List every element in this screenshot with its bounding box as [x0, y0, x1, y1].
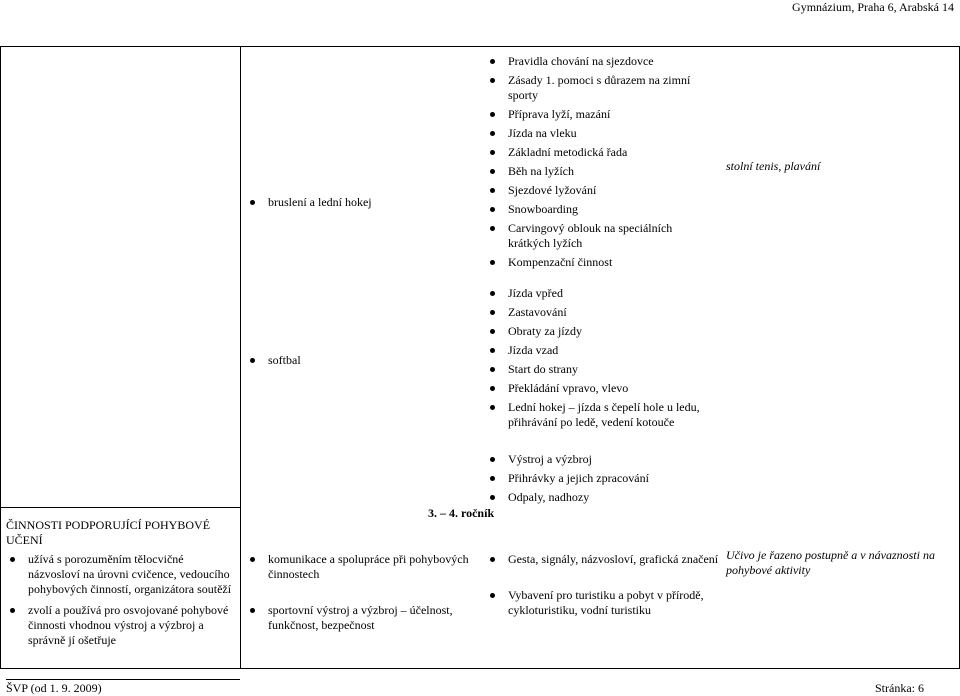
page-number: Stránka: 6 — [875, 681, 924, 695]
content-list-row2 — [486, 286, 716, 430]
note-section: Učivo je řazeno postupně a v návaznosti na pohybové aktivity — [726, 548, 935, 577]
list-item: Start do strany — [486, 362, 716, 377]
list-item: Běh na lyžích — [486, 164, 716, 179]
list-item: Carvingový oblouk na speciálních krátkých lyžích — [486, 221, 716, 251]
footer-left: ŠVP (od 1. 9. 2009) — [6, 681, 102, 695]
list-item: Odpaly, nadhozy — [486, 490, 716, 505]
page-header: Gymnázium, Praha 6, Arabská 14 — [792, 0, 954, 14]
list-item: Pravidla chování na sjezdovce — [486, 54, 716, 69]
list-item: Základní metodická řada — [486, 145, 716, 160]
list-item: Zásady 1. pomoci s důrazem na zimní sporty — [486, 73, 716, 103]
year-label: 3. – 4. ročník — [428, 506, 495, 520]
list-item: Zastavování — [486, 305, 716, 320]
list-item: Gesta, signály, názvosloví, grafická značení — [486, 552, 720, 567]
list-item: Překládání vpravo, vlevo — [486, 381, 716, 396]
topic-item: bruslení a lední hokej — [246, 195, 476, 210]
topic-list-row1 — [246, 195, 476, 210]
list-item: Vybavení pro turistiku a pobyt v přírodě, cykloturistiku, vodní turistiku — [486, 588, 720, 618]
list-item: Výstroj a výzbroj — [486, 452, 716, 467]
list-item: Jízda na vleku — [486, 126, 716, 141]
list-item: Kompenzační činnost — [486, 255, 716, 270]
topics-list — [246, 552, 476, 633]
outcome-item: užívá s porozuměním tělocvičné názvosloví na úrovni cvičence, vedoucího pohybových činností, organizátora soutěží — [6, 552, 236, 597]
list-item: Sjezdové lyžování — [486, 183, 716, 198]
list-item: Snowboarding — [486, 202, 716, 217]
content-list-section — [486, 552, 720, 618]
section-heading: ČINNOSTI PODPORUJÍCÍ POHYBOVÉ UČENÍ — [6, 518, 211, 547]
topic-item: softbal — [246, 353, 476, 368]
outcome-item: zvolí a používá pro osvojované pohybové činnosti vhodnou výstroj a výzbroj a správně jí ošetřuje — [6, 603, 236, 648]
list-item: Obraty za jízdy — [486, 324, 716, 339]
list-item: Lední hokej – jízda s čepelí hole u ledu, přihrávání po ledě, vedení kotouče — [486, 400, 716, 430]
list-item: Příprava lyží, mazání — [486, 107, 716, 122]
outcomes-list — [6, 552, 236, 648]
content-list-row1 — [486, 54, 716, 270]
list-item: Jízda vzad — [486, 343, 716, 358]
content-list-row3 — [486, 452, 716, 505]
topic-list-row2 — [246, 353, 476, 368]
note-row1: stolní tenis, plavání — [726, 159, 821, 173]
topic-item: sportovní výstroj a výzbroj – účelnost, funkčnost, bezpečnost — [246, 603, 476, 633]
footer-rule — [6, 679, 240, 680]
topic-item: komunikace a spolupráce při pohybových činnostech — [246, 552, 476, 582]
list-item: Přihrávky a jejich zpracování — [486, 471, 716, 486]
list-item: Jízda vpřed — [486, 286, 716, 301]
